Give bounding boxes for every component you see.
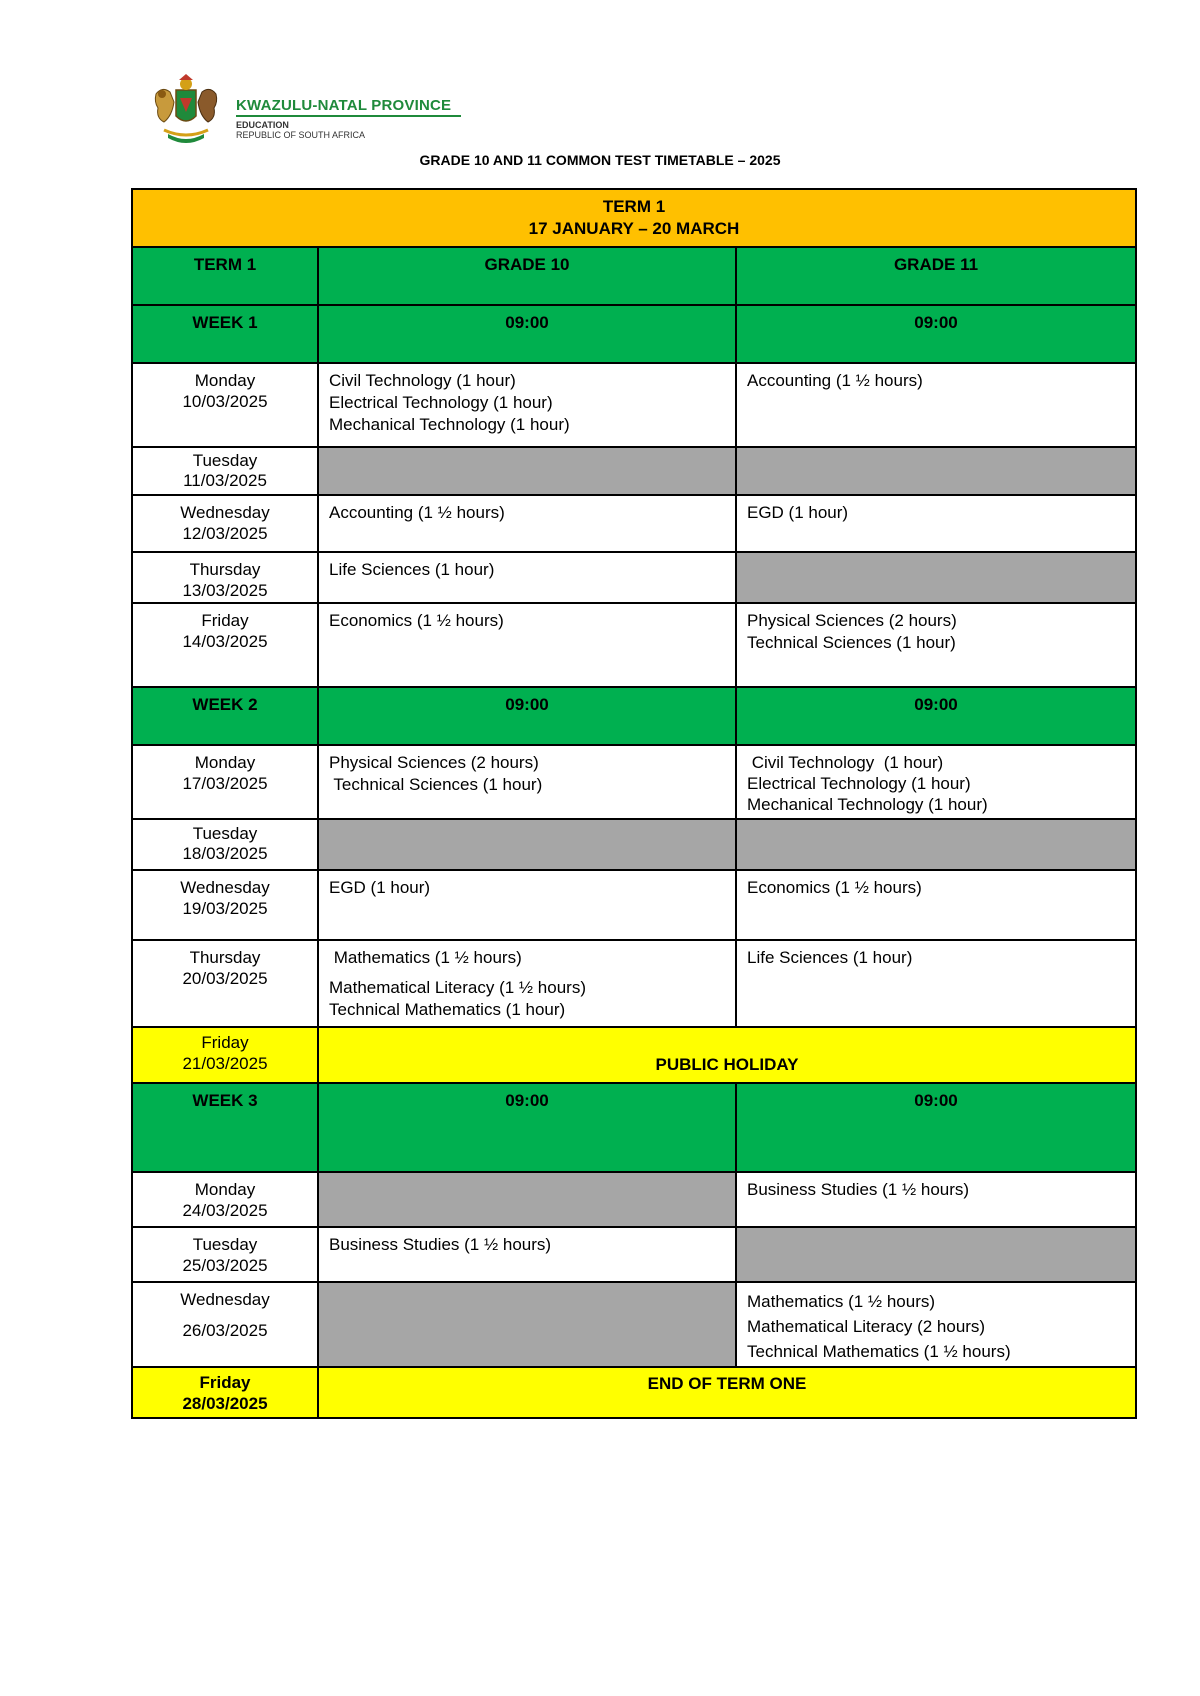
subject-entry: Mechanical Technology (1 hour) <box>329 415 570 434</box>
day-name: Wednesday <box>180 1290 270 1309</box>
subject-entry: Accounting (1 ½ hours) <box>747 371 923 390</box>
grade10-subjects <box>318 603 736 687</box>
grade11-subjects <box>736 940 1136 1027</box>
grade11-time: 09:00 <box>736 305 1136 363</box>
table-row <box>132 603 1136 687</box>
public-holiday-note: PUBLIC HOLIDAY <box>318 1027 1136 1083</box>
grade10-subjects <box>318 363 736 447</box>
subject-entry: Mechanical Technology (1 hour) <box>747 795 988 814</box>
subject-entry: Electrical Technology (1 hour) <box>329 393 553 412</box>
day-cell <box>132 603 318 687</box>
grade10-subjects <box>318 1227 736 1282</box>
day-date: 28/03/2025 <box>182 1394 268 1413</box>
week-label: WEEK 3 <box>132 1083 318 1172</box>
page-title: GRADE 10 AND 11 COMMON TEST TIMETABLE – 2025 <box>419 152 781 168</box>
day-date: 13/03/2025 <box>182 581 268 600</box>
week-label: WEEK 2 <box>132 687 318 745</box>
no-test-cell <box>318 447 736 495</box>
day-name: Thursday <box>189 560 261 579</box>
no-test-cell <box>736 819 1136 870</box>
grade10-header: GRADE 10 <box>318 247 736 305</box>
subject-entry: Technical Sciences (1 hour) <box>747 633 956 652</box>
grade11-subjects <box>736 1172 1136 1227</box>
no-test-cell <box>318 1172 736 1227</box>
subject-entry: Technical Sciences (1 hour) <box>329 775 543 794</box>
grade11-time: 09:00 <box>736 1083 1136 1172</box>
grade10-time: 09:00 <box>318 687 736 745</box>
day-cell <box>132 1367 318 1418</box>
day-date: 17/03/2025 <box>182 774 268 793</box>
subject-entry: Physical Sciences (2 hours) <box>329 753 539 772</box>
day-cell <box>132 1227 318 1282</box>
term-banner-row <box>132 189 1136 247</box>
subject-entry: Technical Mathematics (1 hour) <box>329 1000 566 1019</box>
grade11-subjects <box>736 1282 1136 1367</box>
table-row <box>132 870 1136 940</box>
day-date: 20/03/2025 <box>182 969 268 988</box>
day-cell <box>132 1027 318 1083</box>
week-label: WEEK 1 <box>132 305 318 363</box>
grade11-subjects <box>736 363 1136 447</box>
grade11-header: GRADE 11 <box>736 247 1136 305</box>
table-row <box>132 1227 1136 1282</box>
no-test-cell <box>736 1227 1136 1282</box>
country-name: REPUBLIC OF SOUTH AFRICA <box>236 130 366 140</box>
day-cell <box>132 447 318 495</box>
province-name: KWAZULU-NATAL PROVINCE <box>236 97 452 114</box>
day-name: Monday <box>194 371 256 390</box>
term-banner <box>132 189 1136 247</box>
day-name: Tuesday <box>192 451 258 470</box>
week-header-row <box>132 305 1136 363</box>
subject-entry: Life Sciences (1 hour) <box>747 948 913 967</box>
kzn-education-logo <box>146 72 486 144</box>
day-date: 25/03/2025 <box>182 1256 268 1275</box>
subject-entry: Mathematical Literacy (1 ½ hours) <box>329 978 586 997</box>
table-row <box>132 745 1136 819</box>
subject-entry: Civil Technology (1 hour) <box>329 371 516 390</box>
grade10-subjects <box>318 870 736 940</box>
subject-entry: EGD (1 hour) <box>747 503 849 522</box>
day-name: Friday <box>201 611 249 630</box>
day-cell <box>132 745 318 819</box>
table-row <box>132 1172 1136 1227</box>
department-name: EDUCATION <box>236 120 289 130</box>
grade10-time: 09:00 <box>318 305 736 363</box>
term-banner-line1: TERM 1 <box>602 197 666 216</box>
day-cell <box>132 819 318 870</box>
table-row <box>132 819 1136 870</box>
day-cell <box>132 940 318 1027</box>
subject-entry: Mathematics (1 ½ hours) <box>747 1292 936 1311</box>
day-date: 12/03/2025 <box>182 524 268 543</box>
subject-entry: EGD (1 hour) <box>329 878 431 897</box>
day-date: 14/03/2025 <box>182 632 268 651</box>
day-name: Monday <box>194 753 256 772</box>
table-row <box>132 940 1136 1027</box>
table-row <box>132 1027 1136 1083</box>
day-date: 24/03/2025 <box>182 1201 268 1220</box>
grade-header-row <box>132 247 1136 305</box>
subject-entry: Mathematical Literacy (2 hours) <box>747 1317 986 1336</box>
day-date: 10/03/2025 <box>182 392 268 411</box>
day-name: Monday <box>194 1180 256 1199</box>
day-cell <box>132 1172 318 1227</box>
subject-entry: Physical Sciences (2 hours) <box>747 611 957 630</box>
subject-entry: Mathematics (1 ½ hours) <box>329 948 522 967</box>
day-cell <box>132 495 318 552</box>
day-date: 21/03/2025 <box>182 1054 268 1073</box>
table-row <box>132 447 1136 495</box>
day-name: Friday <box>199 1373 251 1392</box>
subject-entry: Business Studies (1 ½ hours) <box>329 1235 552 1254</box>
week-header-row <box>132 1083 1136 1172</box>
table-row <box>132 552 1136 603</box>
day-cell <box>132 552 318 603</box>
grade11-subjects <box>736 745 1136 819</box>
day-cell <box>132 870 318 940</box>
no-test-cell <box>736 447 1136 495</box>
no-test-cell <box>736 552 1136 603</box>
day-date: 11/03/2025 <box>183 471 267 490</box>
day-date: 26/03/2025 <box>182 1321 268 1340</box>
grade11-time: 09:00 <box>736 687 1136 745</box>
grade10-time: 09:00 <box>318 1083 736 1172</box>
subject-entry: Economics (1 ½ hours) <box>329 611 504 630</box>
grade10-subjects <box>318 495 736 552</box>
subject-entry: Life Sciences (1 hour) <box>329 560 495 579</box>
subject-entry: Electrical Technology (1 hour) <box>747 774 971 793</box>
subject-entry: Economics (1 ½ hours) <box>747 878 922 897</box>
grade11-subjects <box>736 870 1136 940</box>
table-row <box>132 1282 1136 1367</box>
day-date: 19/03/2025 <box>182 899 268 918</box>
day-name: Wednesday <box>180 878 270 897</box>
timetable <box>131 188 1137 1419</box>
table-row <box>132 1367 1136 1418</box>
no-test-cell <box>318 1282 736 1367</box>
day-cell <box>132 1282 318 1367</box>
no-test-cell <box>318 819 736 870</box>
coat-of-arms-icon <box>146 72 226 144</box>
day-name: Friday <box>201 1033 249 1052</box>
table-row <box>132 363 1136 447</box>
grade10-subjects <box>318 552 736 603</box>
week-header-row <box>132 687 1136 745</box>
day-name: Wednesday <box>180 503 270 522</box>
subject-entry: Accounting (1 ½ hours) <box>329 503 505 522</box>
grade11-subjects <box>736 495 1136 552</box>
day-name: Tuesday <box>192 824 258 843</box>
logo-divider <box>236 115 461 117</box>
day-cell <box>132 363 318 447</box>
day-name: Thursday <box>189 948 261 967</box>
grade10-subjects <box>318 940 736 1027</box>
end-of-term-note: END OF TERM ONE <box>318 1367 1136 1418</box>
term-banner-line2: 17 JANUARY – 20 MARCH <box>528 219 740 238</box>
subject-entry: Technical Mathematics (1 ½ hours) <box>747 1342 1011 1361</box>
term-header: TERM 1 <box>132 247 318 305</box>
day-date: 18/03/2025 <box>182 844 268 863</box>
day-name: Tuesday <box>192 1235 258 1254</box>
grade10-subjects <box>318 745 736 819</box>
grade11-subjects <box>736 603 1136 687</box>
subject-entry: Civil Technology (1 hour) <box>747 753 944 772</box>
subject-entry: Business Studies (1 ½ hours) <box>747 1180 970 1199</box>
table-row <box>132 495 1136 552</box>
